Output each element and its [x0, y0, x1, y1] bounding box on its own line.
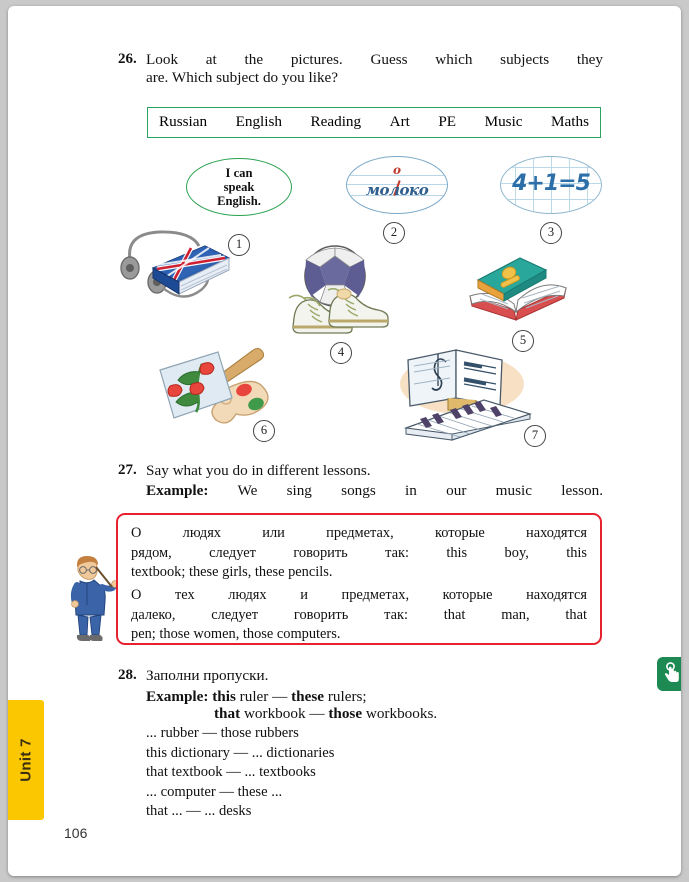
grammar-rule-box	[116, 513, 602, 645]
exercise-28-example-bold-this: this	[212, 687, 236, 705]
exercise-28-example-bold-these: these	[291, 687, 325, 705]
picture-painting-palette-and-brush	[156, 342, 286, 432]
hand-tap-glyph	[663, 662, 681, 685]
exercise-27-number: 27.	[118, 462, 137, 478]
picture-number-4: 4	[330, 342, 352, 364]
picture-number-5: 5	[512, 330, 534, 352]
exercise-28-example-bold-that: that	[214, 705, 241, 722]
textbook-page	[8, 6, 681, 876]
speech-bubble-english	[186, 158, 292, 216]
exercise-26-line1: Look at the pictures. Guess which subjects they	[146, 51, 603, 68]
exercise-27-task: Say what you do in different lessons.	[146, 462, 371, 479]
subject-word-music: Music	[484, 113, 523, 130]
exercise-28-example-mid2: workbook —	[240, 705, 329, 722]
gap-fill-item: ... computer — these ...	[146, 783, 283, 800]
rule-paragraph-1-line2: рядом, следует говорить так: this boy, this	[131, 544, 587, 561]
exercise-27	[118, 461, 603, 499]
rule-paragraph-2-line2: далеко, следует говорить так: that man, that	[131, 606, 587, 623]
rule-paragraph-1-line3: textbook; these girls, these pencils.	[131, 564, 333, 580]
exercise-26	[118, 50, 603, 86]
subject-word-art: Art	[389, 113, 410, 130]
subject-word-english: English	[235, 113, 283, 130]
rule-paragraph-1-line1: О людях или предметах, которые находятся	[131, 525, 587, 541]
handwriting-word: молоко	[365, 181, 429, 199]
subject-word-pe: PE	[438, 113, 457, 130]
subject-word-russian: Russian	[159, 113, 208, 130]
gap-fill-item: this dictionary — ... dictionaries	[146, 744, 335, 761]
gap-fill-item: that textbook — ... textbooks	[146, 764, 316, 781]
exercise-28-task: Заполни пропуски.	[146, 667, 269, 684]
unit-tab-label: Unit 7	[17, 738, 35, 782]
rule-paragraph-2	[131, 586, 587, 645]
bubble-english-line2: speak	[223, 180, 255, 194]
picture-number-1: 1	[228, 234, 250, 256]
speech-bubble-maths	[500, 156, 602, 214]
exercise-28-number: 28.	[118, 667, 137, 683]
exercise-28-example-end1: rulers;	[324, 687, 367, 705]
teacher-with-pointer-figure	[60, 549, 118, 645]
rule-paragraph-1	[131, 524, 587, 583]
maths-equation: 4+1=5	[512, 171, 590, 196]
subjects-word-box	[147, 107, 601, 138]
speech-bubble-russian-handwriting	[346, 156, 448, 214]
exercise-28-gap-fill-list	[146, 724, 334, 822]
picture-number-2: 2	[383, 222, 405, 244]
exercise-28	[118, 666, 603, 723]
picture-number-6: 6	[253, 420, 275, 442]
picture-piano-and-sheet-music	[390, 340, 540, 442]
exercise-28-example-bold-those: those	[328, 705, 363, 722]
unit-tab	[8, 700, 44, 820]
exercise-26-number: 26.	[118, 51, 137, 67]
bubble-english-line3: English.	[217, 194, 261, 208]
subject-word-reading: Reading	[310, 113, 362, 130]
picture-open-book-and-closed-book	[464, 248, 574, 326]
hand-tap-icon[interactable]	[657, 657, 681, 691]
exercise-26-line2: are. Which subject do you like?	[146, 68, 339, 86]
exercise-28-example-mid1: ruler —	[235, 687, 292, 705]
exercise-28-example-label: Example:	[146, 687, 209, 705]
exercise-27-example-text: We sing songs in our music lesson.	[237, 481, 603, 499]
handwriting-correction: о	[392, 163, 401, 177]
rule-paragraph-2-line3: pen; those women, those computers.	[131, 626, 341, 642]
gap-fill-item: ... rubber — those rubbers	[146, 725, 299, 741]
picture-number-7: 7	[524, 425, 546, 447]
picture-headphones-and-english-book	[113, 224, 238, 304]
picture-number-3: 3	[540, 222, 562, 244]
bubble-english-line1: I can	[225, 166, 253, 180]
subject-word-maths: Maths	[551, 113, 589, 130]
picture-football-and-trainers	[280, 244, 398, 339]
page-number: 106	[64, 825, 88, 841]
rule-paragraph-2-line1: О тех людях и предметах, которые находятся	[131, 587, 587, 603]
gap-fill-item: that ... — ... desks	[146, 803, 252, 820]
exercise-28-example-end2: workbooks.	[362, 705, 438, 722]
exercise-27-example-label: Example:	[146, 481, 209, 499]
